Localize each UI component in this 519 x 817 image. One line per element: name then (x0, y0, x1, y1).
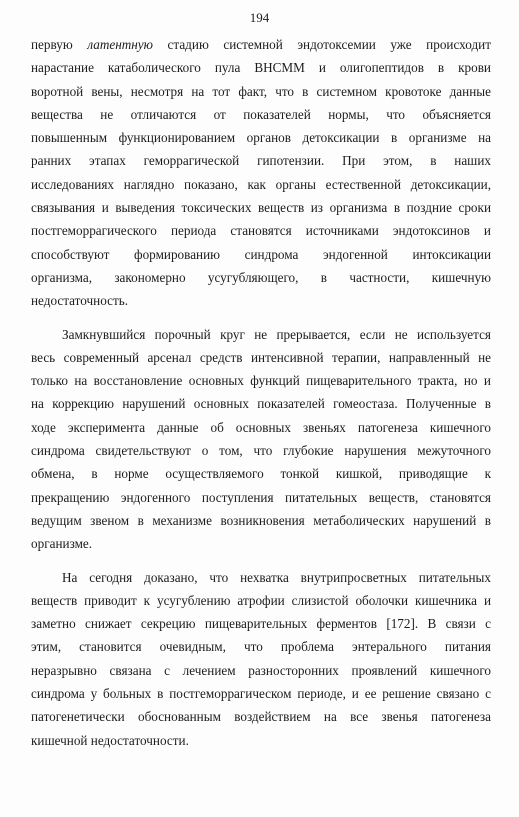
text-line: вещества не отличаются от показателей нормы, что объясняется (31, 106, 491, 122)
text-line: недостаточность. (31, 293, 129, 309)
paragraph-gap (31, 556, 491, 566)
text-line: постгеморрагического периода становятся источниками эндотоксинов и (31, 223, 491, 239)
text-line: только на восстановление основных функций пищеварительного тракта, но и (31, 373, 491, 389)
text-line: повышенным функционированием органов детоксикации в организме на (31, 130, 491, 146)
text-line: организма, закономерно усугубляющего, в частности, кишечную (31, 269, 491, 285)
text-line: этим, становится очевидным, что проблема энтерального питания (31, 639, 491, 655)
text-line: связывания и выведения токсических веществ из организма в поздние сроки (31, 200, 491, 216)
text-line: ранних этапах геморрагической гипотензии. При этом, в наших (31, 153, 491, 169)
text-line: синдрома свидетельствуют о том, что глубокие нарушения межуточного (31, 443, 491, 459)
text-line: неразрывно связана с лечением разносторонних проявлений кишечного (31, 662, 491, 678)
italic-term: латентную (87, 37, 153, 52)
text-line: синдрома у больных в постгеморрагическом периоде, и ее решение связано с (31, 686, 491, 702)
text-line: ходе эксперимента данные об основных звеньях патогенеза кишечного (31, 419, 491, 435)
text-line: исследованиях наглядно показано, как органы естественной детоксикации, (31, 176, 491, 192)
text-line: прекращению эндогенного поступления питательных веществ, становятся (31, 489, 491, 505)
text-line: патогенетически обоснованным воздействием на все звенья патогенеза (31, 709, 491, 725)
body-text (31, 33, 491, 752)
paragraph (31, 33, 491, 313)
paragraph-gap (31, 313, 491, 323)
text-line: способствуют формированию синдрома эндогенной интоксикации (31, 246, 491, 262)
text-line: заметно снижает секрецию пищеварительных ферментов [172]. В связи с (31, 616, 491, 632)
text-line: организме. (31, 536, 93, 552)
text-line: воротной вены, несмотря на тот факт, что в системном кровотоке данные (31, 83, 491, 99)
text-line: на коррекцию нарушений основных показателей гомеостаза. Полученные в (31, 396, 491, 412)
paragraph (31, 566, 491, 752)
text-line: веществ приводит к усугублению атрофии слизистой оболочки кишечника и (31, 592, 491, 608)
text-line (31, 33, 491, 56)
text-line: обмена, в норме осуществляемого тонкой кишкой, приводящие к (31, 466, 491, 482)
text-line: нарастание катаболического пула ВНСММ и олигопептидов в крови (31, 60, 491, 76)
text-segment: первую (31, 37, 88, 52)
paragraph (31, 323, 491, 556)
text-line: ведущим звеном в механизме возникновения метаболических нарушений в (31, 512, 491, 528)
text-line: На сегодня доказано, что нехватка внутрипросветных питательных (62, 569, 491, 585)
text-segment: стадию системной эндотоксемии уже происходит (152, 37, 491, 52)
text-line: Замкнувшийся порочный круг не прерывается, если не используется (62, 326, 491, 342)
text-line: кишечной недостаточности. (31, 732, 189, 748)
text-line: весь современный арсенал средств интенсивной терапии, направленный не (31, 349, 491, 365)
page-number: 194 (249, 10, 270, 25)
